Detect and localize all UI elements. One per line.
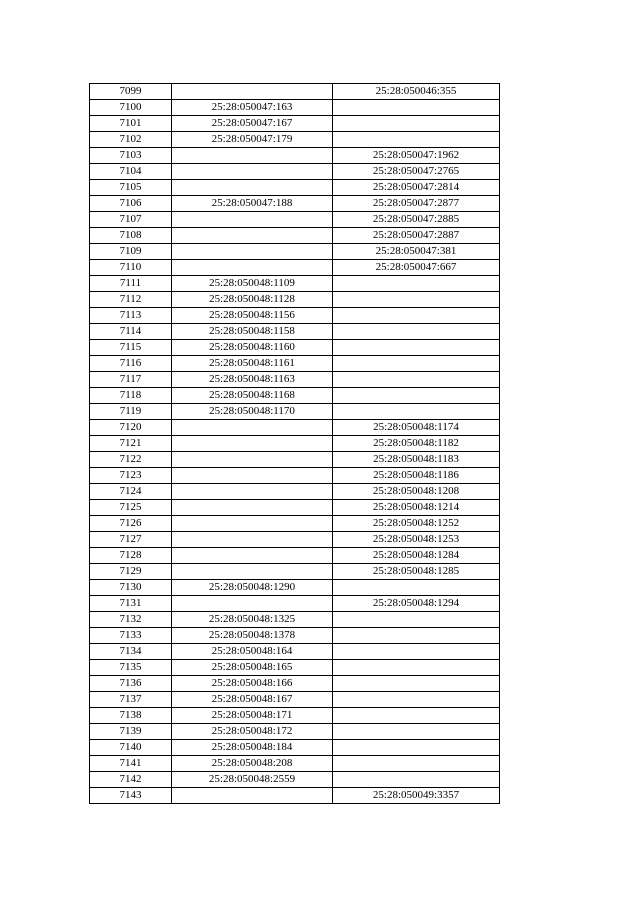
table-row (90, 500, 500, 516)
table-row (90, 180, 500, 196)
cadastral-number-cell-b (333, 612, 500, 628)
cadastral-number-cell-a: 25:28:050048:164 (172, 644, 333, 660)
table-row (90, 356, 500, 372)
row-number-cell: 7125 (90, 500, 172, 516)
table-row (90, 324, 500, 340)
table-row (90, 196, 500, 212)
row-number-cell: 7138 (90, 708, 172, 724)
table-row (90, 788, 500, 804)
cadastral-number-cell-a (172, 212, 333, 228)
cadastral-number-cell-a (172, 420, 333, 436)
row-number-cell: 7099 (90, 84, 172, 100)
row-number-cell: 7137 (90, 692, 172, 708)
table-row (90, 516, 500, 532)
cadastral-number-cell-b: 25:28:050048:1182 (333, 436, 500, 452)
row-number-cell: 7110 (90, 260, 172, 276)
row-number-cell: 7134 (90, 644, 172, 660)
cadastral-number-cell-b: 25:28:050047:2814 (333, 180, 500, 196)
table-row (90, 772, 500, 788)
cadastral-number-cell-b (333, 116, 500, 132)
row-number-cell: 7111 (90, 276, 172, 292)
cadastral-number-cell-b (333, 324, 500, 340)
row-number-cell: 7106 (90, 196, 172, 212)
cadastral-number-cell-b (333, 308, 500, 324)
data-table (89, 83, 500, 804)
cadastral-number-cell-a: 25:28:050048:1170 (172, 404, 333, 420)
table-row (90, 628, 500, 644)
cadastral-number-cell-b: 25:28:050047:1962 (333, 148, 500, 164)
row-number-cell: 7139 (90, 724, 172, 740)
row-number-cell: 7126 (90, 516, 172, 532)
cadastral-number-cell-a: 25:28:050048:1128 (172, 292, 333, 308)
table-row (90, 644, 500, 660)
row-number-cell: 7105 (90, 180, 172, 196)
table-row (90, 308, 500, 324)
row-number-cell: 7123 (90, 468, 172, 484)
cadastral-number-cell-a: 25:28:050048:172 (172, 724, 333, 740)
row-number-cell: 7122 (90, 452, 172, 468)
row-number-cell: 7109 (90, 244, 172, 260)
cadastral-number-cell-a (172, 84, 333, 100)
table-row (90, 564, 500, 580)
table-row (90, 612, 500, 628)
cadastral-number-cell-b: 25:28:050047:381 (333, 244, 500, 260)
table-row (90, 468, 500, 484)
cadastral-number-cell-a (172, 788, 333, 804)
cadastral-number-cell-b: 25:28:050048:1208 (333, 484, 500, 500)
table-row (90, 404, 500, 420)
cadastral-number-cell-b: 25:28:050046:355 (333, 84, 500, 100)
table-row (90, 548, 500, 564)
row-number-cell: 7100 (90, 100, 172, 116)
cadastral-number-cell-a (172, 596, 333, 612)
row-number-cell: 7124 (90, 484, 172, 500)
cadastral-number-cell-a: 25:28:050047:167 (172, 116, 333, 132)
table-row (90, 756, 500, 772)
cadastral-number-cell-a: 25:28:050048:166 (172, 676, 333, 692)
cadastral-number-cell-b: 25:28:050048:1186 (333, 468, 500, 484)
cadastral-number-cell-a: 25:28:050048:1325 (172, 612, 333, 628)
table-row (90, 228, 500, 244)
cadastral-number-cell-b (333, 404, 500, 420)
cadastral-number-cell-a: 25:28:050048:1156 (172, 308, 333, 324)
cadastral-number-cell-b (333, 660, 500, 676)
table-row (90, 100, 500, 116)
cadastral-number-cell-a: 25:28:050048:1158 (172, 324, 333, 340)
row-number-cell: 7112 (90, 292, 172, 308)
cadastral-number-cell-b (333, 676, 500, 692)
table-row (90, 372, 500, 388)
table-row (90, 116, 500, 132)
cadastral-number-cell-a (172, 516, 333, 532)
row-number-cell: 7116 (90, 356, 172, 372)
cadastral-number-cell-a (172, 500, 333, 516)
cadastral-number-cell-b (333, 292, 500, 308)
cadastral-number-cell-a: 25:28:050048:2559 (172, 772, 333, 788)
table-row (90, 276, 500, 292)
table-body (90, 84, 500, 804)
row-number-cell: 7113 (90, 308, 172, 324)
cadastral-number-cell-a: 25:28:050047:163 (172, 100, 333, 116)
table-row (90, 292, 500, 308)
cadastral-number-cell-a: 25:28:050048:208 (172, 756, 333, 772)
table-row (90, 164, 500, 180)
cadastral-number-cell-b (333, 100, 500, 116)
cadastral-number-cell-b: 25:28:050048:1214 (333, 500, 500, 516)
row-number-cell: 7114 (90, 324, 172, 340)
cadastral-number-cell-a (172, 468, 333, 484)
table-row (90, 420, 500, 436)
row-number-cell: 7115 (90, 340, 172, 356)
cadastral-number-cell-b (333, 388, 500, 404)
row-number-cell: 7132 (90, 612, 172, 628)
table-row (90, 692, 500, 708)
row-number-cell: 7140 (90, 740, 172, 756)
cadastral-number-cell-a: 25:28:050048:1163 (172, 372, 333, 388)
row-number-cell: 7101 (90, 116, 172, 132)
cadastral-number-cell-b: 25:28:050048:1294 (333, 596, 500, 612)
cadastral-number-cell-b: 25:28:050047:2887 (333, 228, 500, 244)
table-row (90, 580, 500, 596)
cadastral-number-cell-b (333, 628, 500, 644)
cadastral-number-cell-b (333, 740, 500, 756)
cadastral-number-cell-b: 25:28:050047:2765 (333, 164, 500, 180)
cadastral-number-cell-a: 25:28:050048:1290 (172, 580, 333, 596)
row-number-cell: 7130 (90, 580, 172, 596)
table-row (90, 340, 500, 356)
cadastral-number-cell-a (172, 148, 333, 164)
cadastral-number-cell-b: 25:28:050048:1174 (333, 420, 500, 436)
cadastral-number-cell-a (172, 532, 333, 548)
row-number-cell: 7108 (90, 228, 172, 244)
table-row (90, 708, 500, 724)
cadastral-number-cell-a (172, 452, 333, 468)
cadastral-number-cell-a: 25:28:050048:1168 (172, 388, 333, 404)
row-number-cell: 7121 (90, 436, 172, 452)
cadastral-number-cell-b (333, 132, 500, 148)
row-number-cell: 7128 (90, 548, 172, 564)
table-row (90, 260, 500, 276)
cadastral-number-cell-a (172, 548, 333, 564)
cadastral-number-cell-a: 25:28:050048:184 (172, 740, 333, 756)
row-number-cell: 7119 (90, 404, 172, 420)
table-row (90, 740, 500, 756)
cadastral-number-cell-b (333, 276, 500, 292)
cadastral-number-cell-a (172, 164, 333, 180)
cadastral-number-cell-a (172, 564, 333, 580)
table-row (90, 244, 500, 260)
row-number-cell: 7127 (90, 532, 172, 548)
table-row (90, 388, 500, 404)
row-number-cell: 7118 (90, 388, 172, 404)
table-row (90, 532, 500, 548)
cadastral-number-cell-a: 25:28:050048:165 (172, 660, 333, 676)
cadastral-number-cell-b: 25:28:050047:2885 (333, 212, 500, 228)
row-number-cell: 7103 (90, 148, 172, 164)
cadastral-number-cell-b (333, 356, 500, 372)
cadastral-number-cell-b (333, 580, 500, 596)
cadastral-number-cell-a: 25:28:050048:1378 (172, 628, 333, 644)
cadastral-number-cell-b (333, 644, 500, 660)
row-number-cell: 7107 (90, 212, 172, 228)
cadastral-number-cell-b: 25:28:050049:3357 (333, 788, 500, 804)
table-row (90, 596, 500, 612)
table-row (90, 484, 500, 500)
row-number-cell: 7133 (90, 628, 172, 644)
cadastral-number-cell-b (333, 708, 500, 724)
table-row (90, 724, 500, 740)
table-row (90, 148, 500, 164)
cadastral-number-cell-b (333, 372, 500, 388)
row-number-cell: 7135 (90, 660, 172, 676)
cadastral-number-cell-a (172, 436, 333, 452)
cadastral-number-cell-b (333, 724, 500, 740)
cadastral-number-cell-a (172, 228, 333, 244)
table-row (90, 676, 500, 692)
table-row (90, 84, 500, 100)
cadastral-number-cell-b (333, 772, 500, 788)
row-number-cell: 7129 (90, 564, 172, 580)
row-number-cell: 7131 (90, 596, 172, 612)
table-row (90, 660, 500, 676)
cadastral-number-cell-a (172, 180, 333, 196)
row-number-cell: 7104 (90, 164, 172, 180)
table-row (90, 132, 500, 148)
cadastral-number-cell-a (172, 244, 333, 260)
cadastral-number-cell-a: 25:28:050048:167 (172, 692, 333, 708)
cadastral-number-cell-b: 25:28:050048:1253 (333, 532, 500, 548)
cadastral-number-cell-b (333, 756, 500, 772)
row-number-cell: 7117 (90, 372, 172, 388)
table-row (90, 436, 500, 452)
row-number-cell: 7120 (90, 420, 172, 436)
cadastral-number-cell-b: 25:28:050048:1252 (333, 516, 500, 532)
cadastral-number-cell-b: 25:28:050047:667 (333, 260, 500, 276)
cadastral-number-cell-a: 25:28:050048:171 (172, 708, 333, 724)
cadastral-number-cell-a: 25:28:050047:188 (172, 196, 333, 212)
cadastral-number-cell-a: 25:28:050048:1161 (172, 356, 333, 372)
cadastral-number-cell-b (333, 340, 500, 356)
cadastral-number-cell-b: 25:28:050047:2877 (333, 196, 500, 212)
row-number-cell: 7143 (90, 788, 172, 804)
cadastral-number-cell-a: 25:28:050047:179 (172, 132, 333, 148)
cadastral-number-cell-b: 25:28:050048:1183 (333, 452, 500, 468)
cadastral-number-cell-a (172, 484, 333, 500)
cadastral-number-cell-a: 25:28:050048:1109 (172, 276, 333, 292)
cadastral-number-cell-a (172, 260, 333, 276)
cadastral-number-cell-b: 25:28:050048:1285 (333, 564, 500, 580)
table-row (90, 212, 500, 228)
row-number-cell: 7102 (90, 132, 172, 148)
row-number-cell: 7136 (90, 676, 172, 692)
cadastral-number-cell-a: 25:28:050048:1160 (172, 340, 333, 356)
cadastral-number-cell-b (333, 692, 500, 708)
row-number-cell: 7142 (90, 772, 172, 788)
row-number-cell: 7141 (90, 756, 172, 772)
table-row (90, 452, 500, 468)
cadastral-number-cell-b: 25:28:050048:1284 (333, 548, 500, 564)
